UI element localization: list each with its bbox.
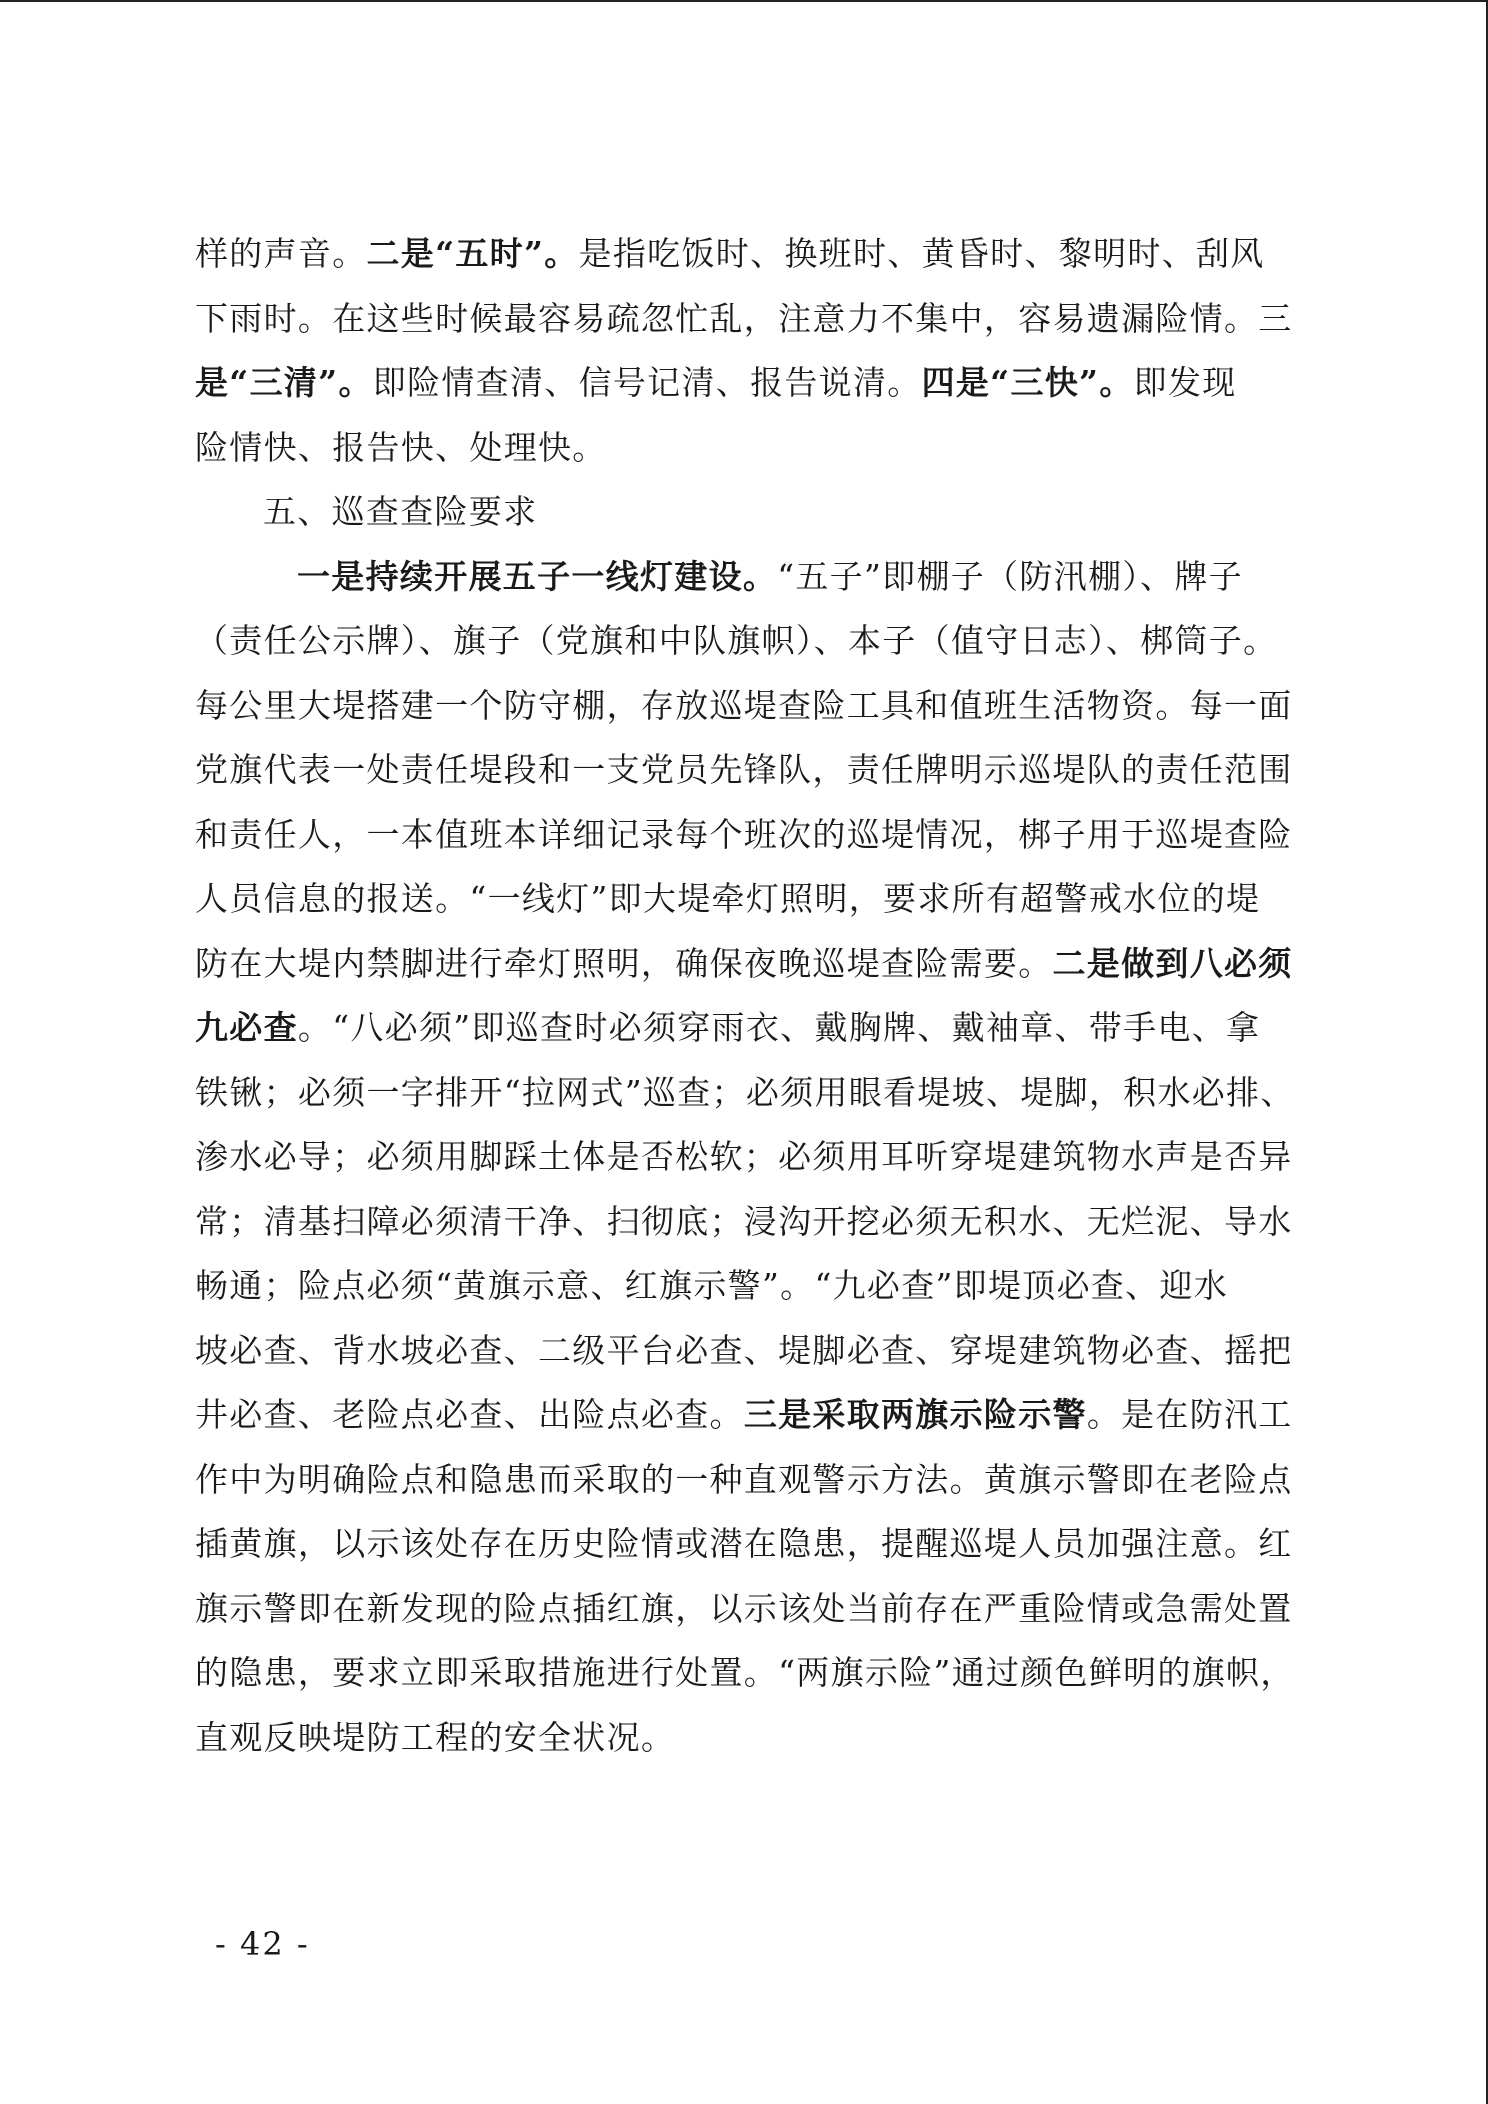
text-line xyxy=(195,803,1295,868)
text-run: 人员信息的报送。“一线灯”即大堤牵灯照明，要求所有超警戒水位的堤 xyxy=(195,879,1261,918)
text-run: （责任公示牌）、旗子（党旗和中队旗帜）、本子（值守日志）、梆筒子。 xyxy=(195,621,1278,660)
text-line xyxy=(195,1061,1295,1126)
text-line xyxy=(195,1512,1295,1577)
text-run: 即发现 xyxy=(1133,363,1237,402)
text-line xyxy=(195,1383,1295,1448)
text-line xyxy=(195,351,1295,416)
text-line xyxy=(195,545,1295,610)
text-run: “五子”即棚子（防汛棚）、牌子 xyxy=(777,556,1243,596)
text-run: 险情快、报告快、处理快。 xyxy=(195,427,607,467)
text-line xyxy=(195,609,1295,674)
text-line xyxy=(195,738,1295,803)
text-line xyxy=(195,222,1295,287)
text-run: 旗示警即在新发现的险点插红旗，以示该处当前存在严重险情或急需处置 xyxy=(195,1588,1293,1628)
text-line xyxy=(195,416,1295,481)
text-line xyxy=(195,1125,1295,1190)
text-line xyxy=(195,674,1295,739)
text-line xyxy=(195,1706,1295,1771)
section-heading xyxy=(195,480,1295,545)
text-run: 直观反映堤防工程的安全状况。 xyxy=(195,1717,676,1757)
text-line xyxy=(195,287,1295,352)
text-line xyxy=(195,932,1295,997)
text-line xyxy=(195,1254,1295,1319)
text-run: 每公里大堤搭建一个防守棚，存放巡堤查险工具和值班生活物资。每一面 xyxy=(195,685,1293,725)
text-run: 常；清基扫障必须清干净、扫彻底；浸沟开挖必须无积水、无烂泥、导水 xyxy=(195,1201,1293,1241)
text-line xyxy=(195,1641,1295,1706)
text-run: 作中为明确险点和隐患而采取的一种直观警示方法。黄旗示警即在老险点 xyxy=(195,1459,1293,1499)
bold-text-run: 四是“三快”。 xyxy=(921,363,1134,402)
text-run: 渗水必导；必须用脚踩土体是否松软；必须用耳听穿堤建筑物水声是否异 xyxy=(195,1137,1293,1176)
bold-text-run: 一是持续开展五子一线灯建设。 xyxy=(297,556,778,596)
text-line xyxy=(195,996,1295,1061)
page-number: - 42 - xyxy=(215,1925,310,1963)
text-run: 和责任人，一本值班本详细记录每个班次的巡堤情况，梆子用于巡堤查险 xyxy=(195,814,1293,854)
text-run: 畅通；险点必须“黄旗示意、红旗示警”。“九必查”即堤顶必查、迎水 xyxy=(195,1266,1229,1305)
text-run: 五、巡查查险要求 xyxy=(263,492,538,531)
text-line xyxy=(195,867,1295,932)
text-run: 下雨时。在这些时候最容易疏忽忙乱，注意力不集中，容易遗漏险情。三 xyxy=(195,298,1293,338)
text-run: 样的声音。 xyxy=(195,234,367,273)
text-run: 坡必查、背水坡必查、二级平台必查、堤脚必查、穿堤建筑物必查、摇把 xyxy=(195,1330,1293,1370)
bold-text-run: 是“三清”。 xyxy=(195,363,373,402)
bold-text-run: 二是做到八必须 xyxy=(1052,943,1293,983)
text-run: 井必查、老险点必查、出险点必查。 xyxy=(195,1395,744,1434)
text-run: 的隐患，要求立即采取措施进行处置。“两旗示险”通过颜色鲜明的旗帜， xyxy=(195,1653,1295,1692)
text-run: 。是在防汛工 xyxy=(1086,1395,1293,1434)
text-run: 党旗代表一处责任堤段和一支党员先锋队，责任牌明示巡堤队的责任范围 xyxy=(195,750,1293,789)
bold-text-run: 二是“五时”。 xyxy=(366,234,579,273)
text-line xyxy=(195,1448,1295,1513)
page-top-border xyxy=(0,0,1488,2)
bold-text-run: 三是采取两旗示险示警 xyxy=(743,1395,1087,1434)
bold-text-run: 九必查 xyxy=(195,1008,298,1047)
text-run: 插黄旗，以示该处存在历史险情或潜在隐患，提醒巡堤人员加强注意。红 xyxy=(195,1524,1293,1563)
text-run: 铁锹；必须一字排开“拉网式”巡查；必须用眼看堤坡、堤脚，积水必排、 xyxy=(195,1072,1295,1112)
text-run: 。“八必须”即巡查时必须穿雨衣、戴胸牌、戴袖章、带手电、拿 xyxy=(297,1008,1261,1047)
text-line xyxy=(195,1577,1295,1642)
text-run: 即险情查清、信号记清、报告说清。 xyxy=(372,363,922,402)
text-run: 防在大堤内禁脚进行牵灯照明，确保夜晚巡堤查险需要。 xyxy=(195,943,1053,983)
document-body xyxy=(195,222,1295,1770)
text-run: 是指吃饭时、换班时、黄昏时、黎明时、刮风 xyxy=(578,234,1265,273)
text-line xyxy=(195,1190,1295,1255)
text-line xyxy=(195,1319,1295,1384)
